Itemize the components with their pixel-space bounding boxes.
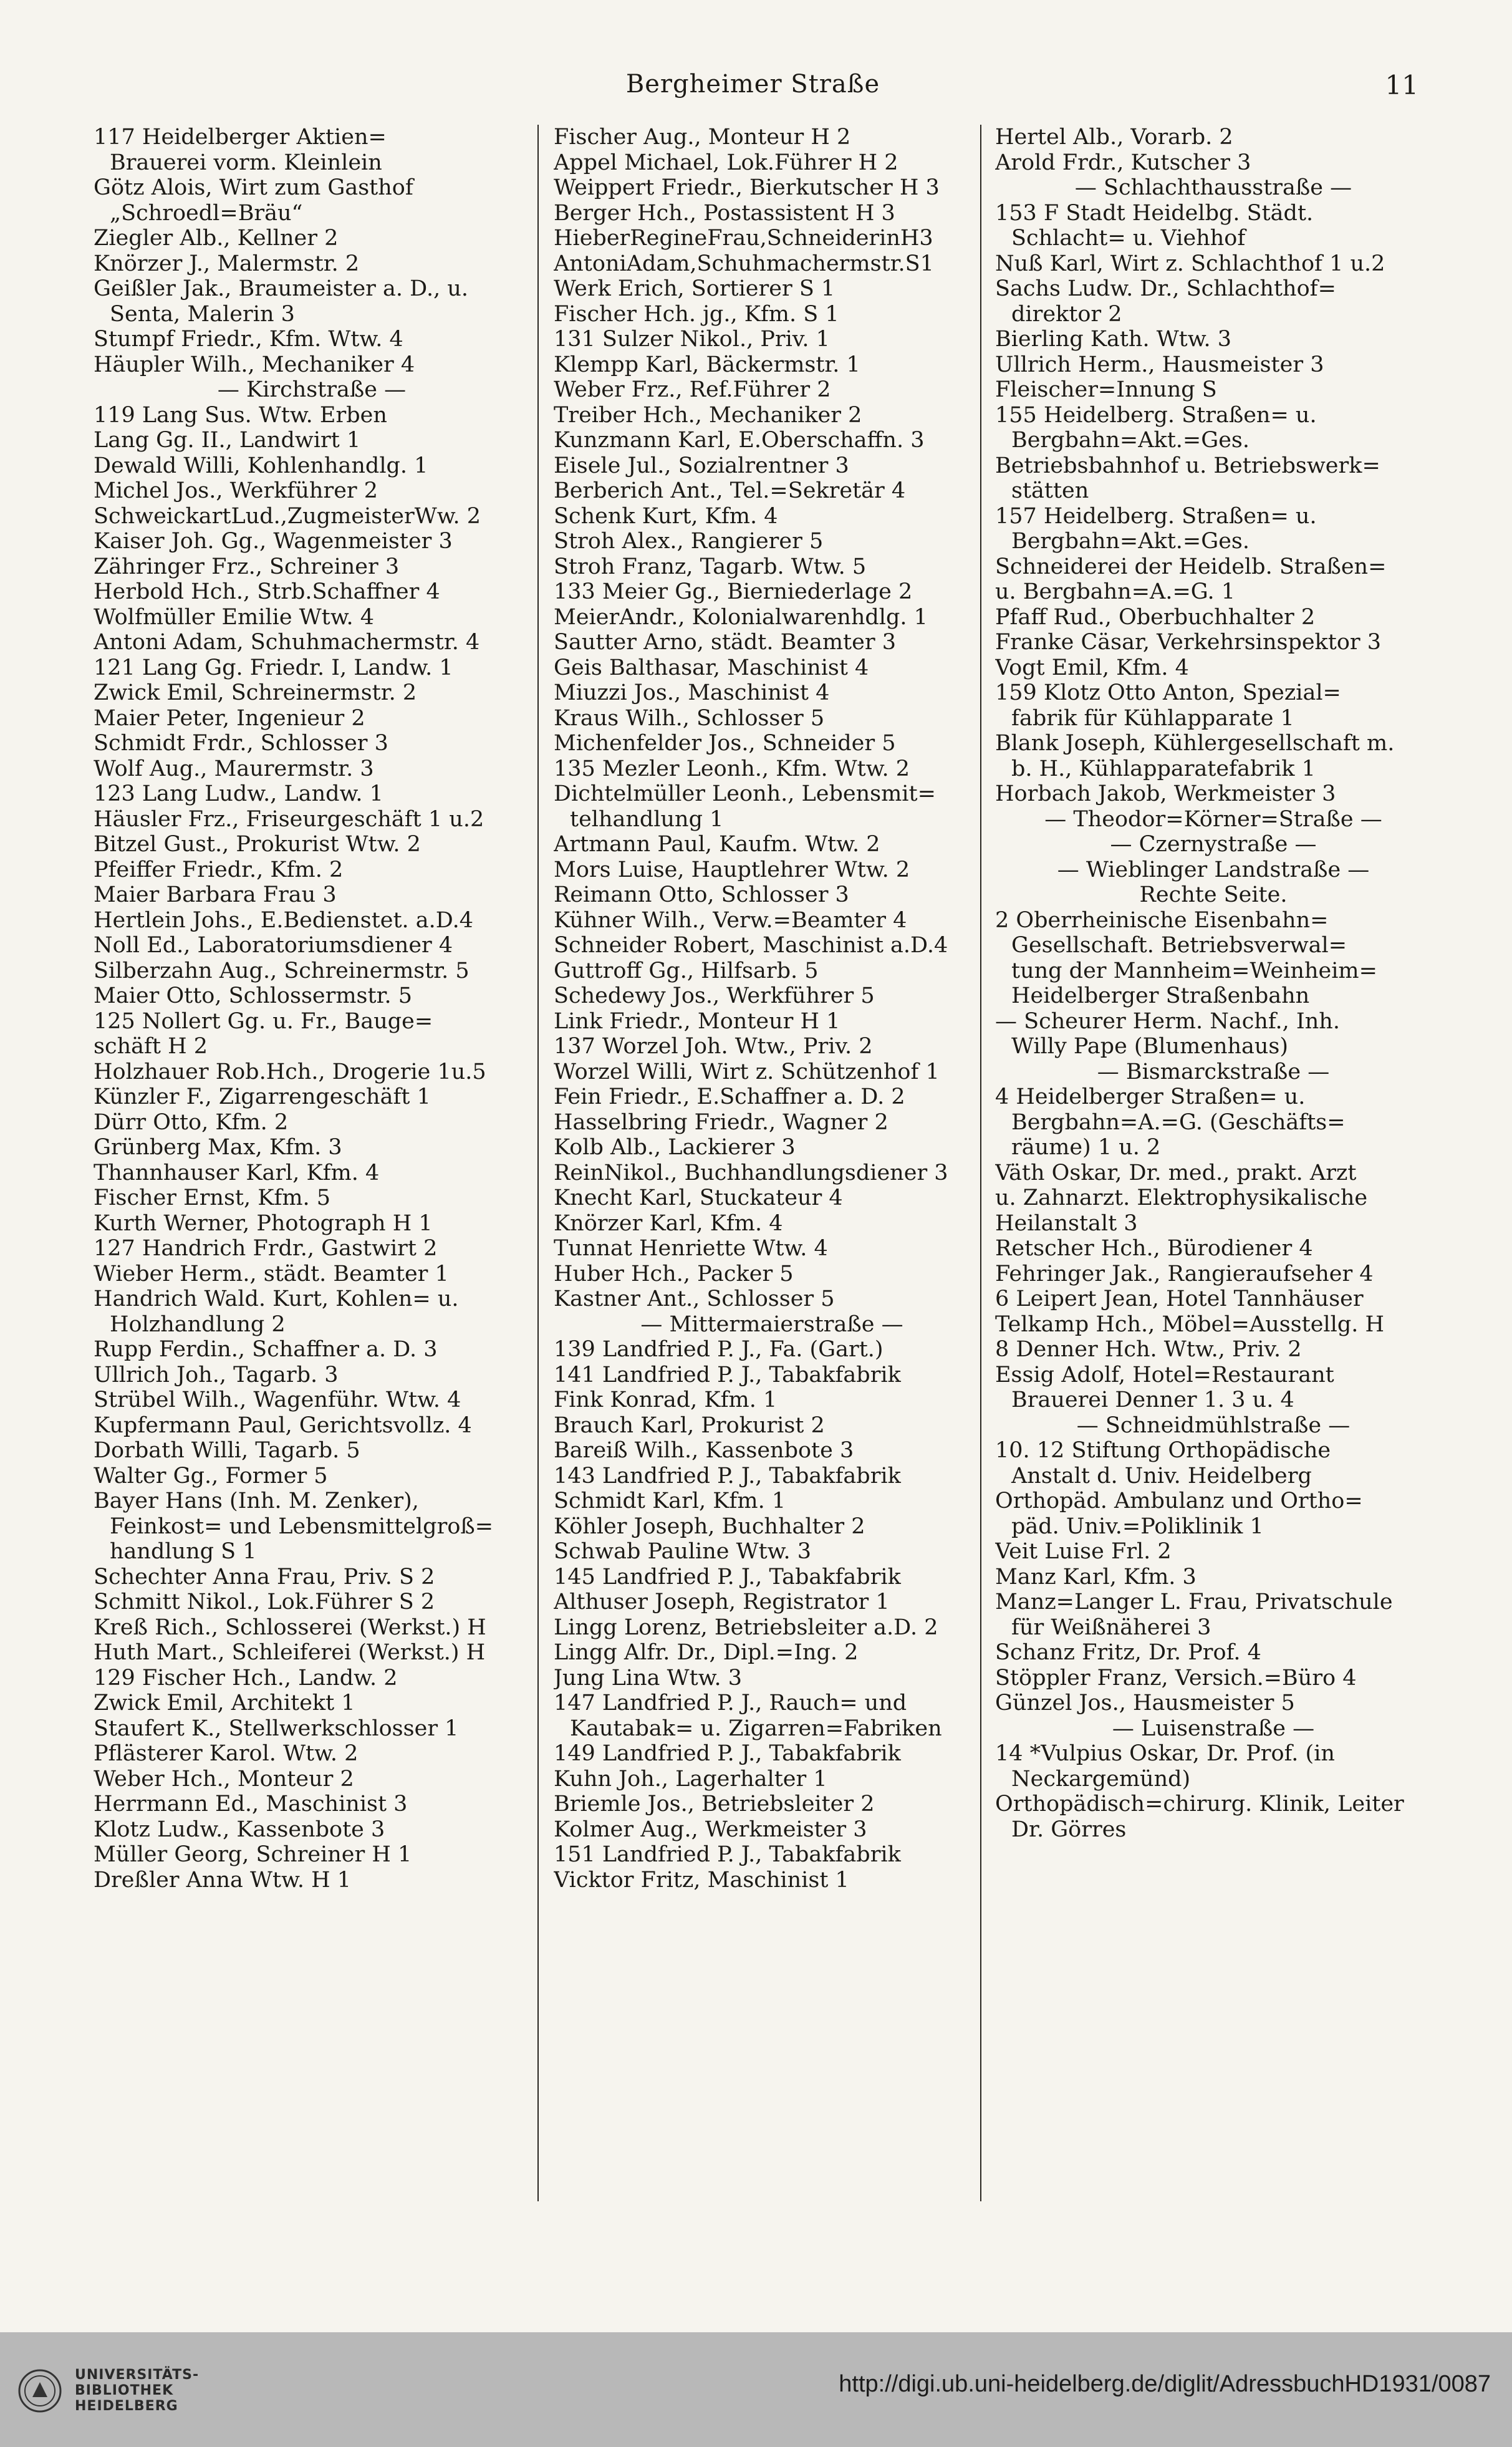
directory-entry: Retscher Hch., Bürodiener 4 — [995, 1236, 1313, 1261]
directory-entry: Berger Hch., Postassistent H 3 — [554, 200, 895, 226]
directory-entry: 123 Lang Ludw., Landw. 1 — [94, 781, 383, 806]
directory-entry: 4 Heidelberger Straßen= u. — [995, 1084, 1306, 1109]
directory-entry: Bergbahn=Akt.=Ges. — [1011, 428, 1250, 453]
column-divider — [537, 125, 539, 2201]
directory-entry: Sautter Arno, städt. Beamter 3 — [554, 630, 896, 655]
directory-entry: Lingg Alfr. Dr., Dipl.=Ing. 2 — [554, 1640, 859, 1665]
directory-entry: Günzel Jos., Hausmeister 5 — [995, 1691, 1295, 1716]
directory-entry: 131 Sulzer Nikol., Priv. 1 — [554, 327, 830, 352]
directory-entry: Michel Jos., Werkführer 2 — [94, 478, 378, 503]
directory-entry: Häupler Wilh., Mechaniker 4 — [94, 352, 415, 377]
directory-entry: Kolb Alb., Lackierer 3 — [554, 1135, 796, 1160]
directory-entry: Kautabak= u. Zigarren=Fabriken — [570, 1716, 942, 1741]
directory-entry: Guttroff Gg., Hilfsarb. 5 — [554, 958, 819, 983]
directory-entry: Rupp Ferdin., Schaffner a. D. 3 — [94, 1337, 438, 1362]
directory-entry: Briemle Jos., Betriebsleiter 2 — [554, 1792, 875, 1817]
directory-entry: Müller Georg, Schreiner H 1 — [94, 1842, 412, 1867]
directory-entry: schäft H 2 — [94, 1034, 208, 1059]
directory-entry: Walter Gg., Former 5 — [94, 1463, 328, 1489]
directory-entry: ReinNikol., Buchhandlungsdiener 3 — [554, 1160, 948, 1185]
directory-entry: Neckargemünd) — [1011, 1766, 1191, 1792]
directory-entry: Blank Joseph, Kühlergesellschaft m. — [995, 731, 1395, 756]
directory-entry: handlung S 1 — [110, 1539, 257, 1564]
directory-entry: Knörzer Karl, Kfm. 4 — [554, 1210, 783, 1236]
directory-entry: für Weißnäherei 3 — [1011, 1614, 1211, 1640]
directory-entry: 121 Lang Gg. Friedr. I, Landw. 1 — [94, 655, 453, 680]
directory-entry: Dichtelmüller Leonh., Lebensmit= — [554, 781, 936, 806]
directory-entry: Eisele Jul., Sozialrentner 3 — [554, 453, 849, 478]
directory-entry: Ziegler Alb., Kellner 2 — [94, 226, 339, 251]
directory-entry: Hasselbring Friedr., Wagner 2 — [554, 1109, 888, 1135]
directory-entry: Pfeiffer Friedr., Kfm. 2 — [94, 857, 344, 882]
directory-entry: Schneider Robert, Maschinist a.D.4 — [554, 933, 948, 958]
directory-entry: Franke Cäsar, Verkehrsinspektor 3 — [995, 630, 1382, 655]
directory-entry: 151 Landfried P. J., Tabakfabrik — [554, 1842, 901, 1867]
directory-entry: Manz Karl, Kfm. 3 — [995, 1564, 1197, 1590]
directory-entry: Kühner Wilh., Verw.=Beamter 4 — [554, 907, 907, 933]
directory-entry: Antoni Adam, Schuhmachermstr. 4 — [94, 630, 480, 655]
directory-entry: Häusler Frz., Friseurgeschäft 1 u.2 — [94, 806, 484, 832]
directory-entry: 149 Landfried P. J., Tabakfabrik — [554, 1741, 901, 1766]
directory-entry: Schedewy Jos., Werkführer 5 — [554, 983, 875, 1008]
directory-entry: Hertlein Johs., E.Bedienstet. a.D.4 — [94, 907, 473, 933]
directory-entry: Knörzer J., Malermstr. 2 — [94, 251, 360, 276]
footer-bar — [0, 2332, 1512, 2447]
directory-entry: Gesellschaft. Betriebsverwal= — [1011, 933, 1347, 958]
directory-entry: 143 Landfried P. J., Tabakfabrik — [554, 1463, 901, 1489]
directory-entry: Berberich Ant., Tel.=Sekretär 4 — [554, 478, 906, 503]
directory-entry: Vicktor Fritz, Maschinist 1 — [554, 1867, 849, 1893]
directory-entry: Kaiser Joh. Gg., Wagenmeister 3 — [94, 529, 453, 554]
directory-entry: Reimann Otto, Schlosser 3 — [554, 882, 849, 907]
directory-entry: 147 Landfried P. J., Rauch= und — [554, 1691, 907, 1716]
directory-entry: 159 Klotz Otto Anton, Spezial= — [995, 680, 1341, 705]
directory-entry: Weber Hch., Monteur 2 — [94, 1766, 354, 1792]
directory-entry: Väth Oskar, Dr. med., prakt. Arzt — [995, 1160, 1357, 1185]
directory-entry: Essig Adolf, Hotel=Restaurant — [995, 1362, 1334, 1388]
directory-entry: Wolfmüller Emilie Wtw. 4 — [94, 604, 375, 630]
directory-entry: 139 Landfried P. J., Fa. (Gart.) — [554, 1337, 884, 1362]
directory-entry: Handrich Wald. Kurt, Kohlen= u. — [94, 1286, 459, 1311]
section-heading: — Schneidmühlstraße — — [1076, 1412, 1351, 1438]
directory-entry: Schlacht= u. Viehhof — [1011, 226, 1246, 251]
directory-entry: Schmidt Frdr., Schlosser 3 — [94, 731, 388, 756]
directory-entry: Miuzzi Jos., Maschinist 4 — [554, 680, 830, 705]
directory-entry: Lingg Lorenz, Betriebsleiter a.D. 2 — [554, 1614, 938, 1640]
directory-entry: Fischer Ernst, Kfm. 5 — [94, 1185, 331, 1210]
directory-entry: 129 Fischer Hch., Landw. 2 — [94, 1665, 398, 1691]
directory-entry: AntoniAdam,Schuhmachermstr.S1 — [554, 251, 934, 276]
directory-entry: Geißler Jak., Braumeister a. D., u. — [94, 276, 469, 301]
directory-entry: Noll Ed., Laboratoriumsdiener 4 — [94, 933, 453, 958]
directory-entry: HieberRegineFrau,SchneiderinH3 — [554, 226, 933, 251]
directory-entry: Lang Gg. II., Landwirt 1 — [94, 428, 361, 453]
directory-entry: 135 Mezler Leonh., Kfm. Wtw. 2 — [554, 756, 910, 781]
directory-entry: Stroh Franz, Tagarb. Wtw. 5 — [554, 554, 867, 579]
section-heading: — Luisenstraße — — [1112, 1716, 1315, 1741]
directory-entry: Staufert K., Stellwerkschlosser 1 — [94, 1716, 459, 1741]
directory-entry: Schmitt Nikol., Lok.Führer S 2 — [94, 1590, 435, 1614]
directory-entry: Nuß Karl, Wirt z. Schlachthof 1 u.2 — [995, 251, 1385, 276]
directory-entry: Betriebsbahnhof u. Betriebswerk= — [995, 453, 1380, 478]
directory-entry: Fink Konrad, Kfm. 1 — [554, 1388, 778, 1412]
directory-entry: Kreß Rich., Schlosserei (Werkst.) H — [94, 1614, 486, 1640]
directory-entry: Schechter Anna Frau, Priv. S 2 — [94, 1564, 435, 1590]
directory-entry: Heilanstalt 3 — [995, 1210, 1138, 1236]
directory-entry: Schmidt Karl, Kfm. 1 — [554, 1489, 786, 1513]
directory-entry: Dr. Görres — [1011, 1817, 1127, 1842]
directory-entry: Kuhn Joh., Lagerhalter 1 — [554, 1766, 827, 1792]
library-seal-icon — [17, 2368, 62, 2413]
directory-entry: Feinkost= und Lebensmittelgroß= — [110, 1513, 494, 1539]
directory-entry: Werk Erich, Sortierer S 1 — [554, 276, 835, 301]
directory-entry: Wolf Aug., Maurermstr. 3 — [94, 756, 374, 781]
column-divider — [980, 125, 981, 2201]
section-heading: Rechte Seite. — [1139, 882, 1288, 907]
directory-entry: Dewald Willi, Kohlenhandlg. 1 — [94, 453, 428, 478]
directory-entry: Maier Peter, Ingenieur 2 — [94, 705, 365, 731]
directory-entry: Willy Pape (Blumenhaus) — [1011, 1034, 1289, 1059]
directory-entry: Thannhauser Karl, Kfm. 4 — [94, 1160, 380, 1185]
directory-entry: Klempp Karl, Bäckermstr. 1 — [554, 352, 860, 377]
directory-entry: Kurth Werner, Photograph H 1 — [94, 1210, 433, 1236]
directory-entry: Kunzmann Karl, E.Oberschaffn. 3 — [554, 428, 925, 453]
directory-entry: 157 Heidelberg. Straßen= u. — [995, 503, 1317, 529]
directory-entry: Hertel Alb., Vorarb. 2 — [995, 125, 1233, 150]
directory-entry: Köhler Joseph, Buchhalter 2 — [554, 1513, 865, 1539]
source-url[interactable]: http://digi.ub.uni-heidelberg.de/diglit/AdressbuchHD1931/0087 — [839, 2371, 1491, 2397]
directory-entry: Jung Lina Wtw. 3 — [554, 1665, 742, 1691]
section-heading: — Theodor=Körner=Straße — — [1044, 806, 1382, 832]
directory-entry: Fleischer=Innung S — [995, 377, 1217, 402]
directory-entry: Brauch Karl, Prokurist 2 — [554, 1412, 825, 1438]
directory-entry: Anstalt d. Univ. Heidelberg — [1011, 1463, 1312, 1489]
directory-entry: Kupfermann Paul, Gerichtsvollz. 4 — [94, 1412, 472, 1438]
directory-entry: Grünberg Max, Kfm. 3 — [94, 1135, 342, 1160]
directory-entry: Huber Hch., Packer 5 — [554, 1261, 794, 1286]
directory-entry: Bergbahn=A.=G. (Geschäfts= — [1011, 1109, 1346, 1135]
directory-entry: 117 Heidelberger Aktien= — [94, 125, 387, 150]
directory-entry: päd. Univ.=Poliklinik 1 — [1011, 1513, 1264, 1539]
directory-entry: u. Bergbahn=A.=G. 1 — [995, 579, 1235, 604]
library-name — [75, 2367, 199, 2414]
directory-entry: Ullrich Herm., Hausmeister 3 — [995, 352, 1324, 377]
directory-entry: stätten — [1011, 478, 1089, 503]
directory-entry: Schenk Kurt, Kfm. 4 — [554, 503, 778, 529]
directory-entry: 127 Handrich Frdr., Gastwirt 2 — [94, 1236, 438, 1261]
running-header — [87, 70, 1418, 113]
directory-entry: Weber Frz., Ref.Führer 2 — [554, 377, 831, 402]
library-name-line: UNIVERSITÄTS- — [75, 2367, 200, 2383]
directory-entry: Pflästerer Karol. Wtw. 2 — [94, 1741, 359, 1766]
directory-entry: 137 Worzel Joh. Wtw., Priv. 2 — [554, 1034, 873, 1059]
directory-entry: 125 Nollert Gg. u. Fr., Bauge= — [94, 1008, 433, 1034]
library-name-line: HEIDELBERG — [75, 2398, 178, 2414]
directory-entry: direktor 2 — [1011, 301, 1122, 327]
section-heading: — Kirchstraße — — [217, 377, 407, 402]
directory-entry: Wieber Herm., städt. Beamter 1 — [94, 1261, 449, 1286]
library-name-line: BIBLIOTHEK — [75, 2383, 174, 2398]
directory-entry: Mors Luise, Hauptlehrer Wtw. 2 — [554, 857, 910, 882]
directory-entry: Bareiß Wilh., Kassenbote 3 — [554, 1438, 854, 1463]
directory-entry: Appel Michael, Lok.Führer H 2 — [554, 150, 898, 175]
directory-entry: Orthopädisch=chirurg. Klinik, Leiter — [995, 1792, 1404, 1817]
directory-entry: Stroh Alex., Rangierer 5 — [554, 529, 824, 554]
directory-entry: Treiber Hch., Mechaniker 2 — [554, 402, 862, 428]
directory-entry: 141 Landfried P. J., Tabakfabrik — [554, 1362, 901, 1388]
directory-column-1 — [94, 125, 530, 2208]
directory-entry: Klotz Ludw., Kassenbote 3 — [94, 1817, 385, 1842]
directory-entry: Senta, Malerin 3 — [110, 301, 295, 327]
directory-entry: Künzler F., Zigarrengeschäft 1 — [94, 1084, 431, 1109]
directory-entry: Sachs Ludw. Dr., Schlachthof= — [995, 276, 1336, 301]
directory-entry: Pfaff Rud., Oberbuchhalter 2 — [995, 604, 1316, 630]
directory-entry: 2 Oberrheinische Eisenbahn= — [995, 907, 1329, 933]
directory-entry: Schanz Fritz, Dr. Prof. 4 — [995, 1640, 1261, 1665]
directory-entry: Zwick Emil, Schreinermstr. 2 — [94, 680, 417, 705]
directory-entry: Dürr Otto, Kfm. 2 — [94, 1109, 289, 1135]
directory-entry: telhandlung 1 — [570, 806, 724, 832]
directory-entry: Silberzahn Aug., Schreinermstr. 5 — [94, 958, 469, 983]
directory-entry: Holzhandlung 2 — [110, 1311, 286, 1337]
directory-entry: u. Zahnarzt. Elektrophysikalische — [995, 1185, 1368, 1210]
directory-column-2 — [554, 125, 990, 2208]
directory-entry: Orthopäd. Ambulanz und Ortho= — [995, 1489, 1363, 1513]
directory-entry: Veit Luise Frl. 2 — [995, 1539, 1172, 1564]
directory-entry: Schneiderei der Heidelb. Straßen= — [995, 554, 1387, 579]
directory-entry: — Scheurer Herm. Nachf., Inh. — [995, 1008, 1340, 1034]
directory-entry: Althuser Joseph, Registrator 1 — [554, 1590, 890, 1614]
directory-entry: Kolmer Aug., Werkmeister 3 — [554, 1817, 867, 1842]
directory-entry: 14 *Vulpius Oskar, Dr. Prof. (in — [995, 1741, 1335, 1766]
street-title: Bergheimer Straße — [625, 70, 880, 99]
directory-entry: Michenfelder Jos., Schneider 5 — [554, 731, 896, 756]
directory-entry: Herbold Hch., Strb.Schaffner 4 — [94, 579, 440, 604]
directory-entry: SchweickartLud.,ZugmeisterWw. 2 — [94, 503, 481, 529]
directory-entry: Zähringer Frz., Schreiner 3 — [94, 554, 400, 579]
directory-entry: Worzel Willi, Wirt z. Schützenhof 1 — [554, 1059, 940, 1084]
directory-entry: Heidelberger Straßenbahn — [1011, 983, 1310, 1008]
directory-entry: Strübel Wilh., Wagenführ. Wtw. 4 — [94, 1388, 461, 1412]
directory-entry: Ullrich Joh., Tagarb. 3 — [94, 1362, 339, 1388]
directory-entry: Link Friedr., Monteur H 1 — [554, 1008, 840, 1034]
directory-entry: Schwab Pauline Wtw. 3 — [554, 1539, 811, 1564]
directory-entry: Knecht Karl, Stuckateur 4 — [554, 1185, 843, 1210]
directory-entry: Kastner Ant., Schlosser 5 — [554, 1286, 835, 1311]
directory-entry: Bayer Hans (Inh. M. Zenker), — [94, 1489, 419, 1513]
directory-entry: Artmann Paul, Kaufm. Wtw. 2 — [554, 832, 880, 857]
directory-entry: Bierling Kath. Wtw. 3 — [995, 327, 1232, 352]
directory-entry: „Schroedl=Bräu“ — [110, 200, 303, 226]
directory-entry: Bitzel Gust., Prokurist Wtw. 2 — [94, 832, 421, 857]
directory-entry: Fein Friedr., E.Schaffner a. D. 2 — [554, 1084, 905, 1109]
directory-entry: 6 Leipert Jean, Hotel Tannhäuser — [995, 1286, 1364, 1311]
directory-entry: Dreßler Anna Wtw. H 1 — [94, 1867, 352, 1893]
section-heading: — Wieblinger Landstraße — — [1057, 857, 1370, 882]
directory-entry: Maier Barbara Frau 3 — [94, 882, 337, 907]
section-heading: — Bismarckstraße — — [1097, 1059, 1330, 1084]
directory-entry: Manz=Langer L. Frau, Privatschule — [995, 1590, 1393, 1614]
directory-entry: Götz Alois, Wirt zum Gasthof — [94, 175, 413, 200]
directory-entry: 10. 12 Stiftung Orthopädische — [995, 1438, 1331, 1463]
directory-entry: fabrik für Kühlapparate 1 — [1011, 705, 1294, 731]
directory-entry: 119 Lang Sus. Wtw. Erben — [94, 402, 387, 428]
directory-entry: Maier Otto, Schlossermstr. 5 — [94, 983, 412, 1008]
directory-entry: Vogt Emil, Kfm. 4 — [995, 655, 1189, 680]
section-heading: — Czernystraße — — [1110, 832, 1317, 857]
directory-entry: räume) 1 u. 2 — [1011, 1135, 1161, 1160]
directory-entry: Tunnat Henriette Wtw. 4 — [554, 1236, 828, 1261]
directory-entry: 153 F Stadt Heidelbg. Städt. — [995, 200, 1314, 226]
directory-entry: 155 Heidelberg. Straßen= u. — [995, 402, 1317, 428]
page-number: 11 — [1385, 70, 1418, 100]
directory-entry: Fischer Hch. jg., Kfm. S 1 — [554, 301, 839, 327]
directory-entry: Zwick Emil, Architekt 1 — [94, 1691, 355, 1716]
directory-entry: Holzhauer Rob.Hch., Drogerie 1u.5 — [94, 1059, 486, 1084]
directory-entry: 8 Denner Hch. Wtw., Priv. 2 — [995, 1337, 1302, 1362]
directory-entry: Kraus Wilh., Schlosser 5 — [554, 705, 825, 731]
directory-entry: Fischer Aug., Monteur H 2 — [554, 125, 851, 150]
directory-entry: Horbach Jakob, Werkmeister 3 — [995, 781, 1336, 806]
section-heading: — Schlachthausstraße — — [1074, 175, 1352, 200]
directory-entry: MeierAndr., Kolonialwarenhdlg. 1 — [554, 604, 928, 630]
directory-entry: Herrmann Ed., Maschinist 3 — [94, 1792, 408, 1817]
directory-entry: Telkamp Hch., Möbel=Ausstellg. H — [995, 1311, 1385, 1337]
directory-entry: 145 Landfried P. J., Tabakfabrik — [554, 1564, 901, 1590]
directory-entry: Arold Frdr., Kutscher 3 — [995, 150, 1251, 175]
directory-entry: Fehringer Jak., Rangieraufseher 4 — [995, 1261, 1374, 1286]
directory-entry: Bergbahn=Akt.=Ges. — [1011, 529, 1250, 554]
directory-entry: Stumpf Friedr., Kfm. Wtw. 4 — [94, 327, 403, 352]
directory-entry: Weippert Friedr., Bierkutscher H 3 — [554, 175, 940, 200]
directory-entry: Geis Balthasar, Maschinist 4 — [554, 655, 869, 680]
directory-entry: Huth Mart., Schleiferei (Werkst.) H — [94, 1640, 486, 1665]
directory-entry: 133 Meier Gg., Bierniederlage 2 — [554, 579, 913, 604]
directory-entry: tung der Mannheim=Weinheim= — [1011, 958, 1377, 983]
directory-entry: Brauerei vorm. Kleinlein — [110, 150, 382, 175]
directory-entry: b. H., Kühlapparatefabrik 1 — [1011, 756, 1316, 781]
directory-entry: Brauerei Denner 1. 3 u. 4 — [1011, 1388, 1294, 1412]
section-heading: — Mittermaierstraße — — [640, 1311, 903, 1337]
directory-column-3 — [995, 125, 1432, 2208]
directory-entry: Dorbath Willi, Tagarb. 5 — [94, 1438, 360, 1463]
directory-entry: Stöppler Franz, Versich.=Büro 4 — [995, 1665, 1357, 1691]
